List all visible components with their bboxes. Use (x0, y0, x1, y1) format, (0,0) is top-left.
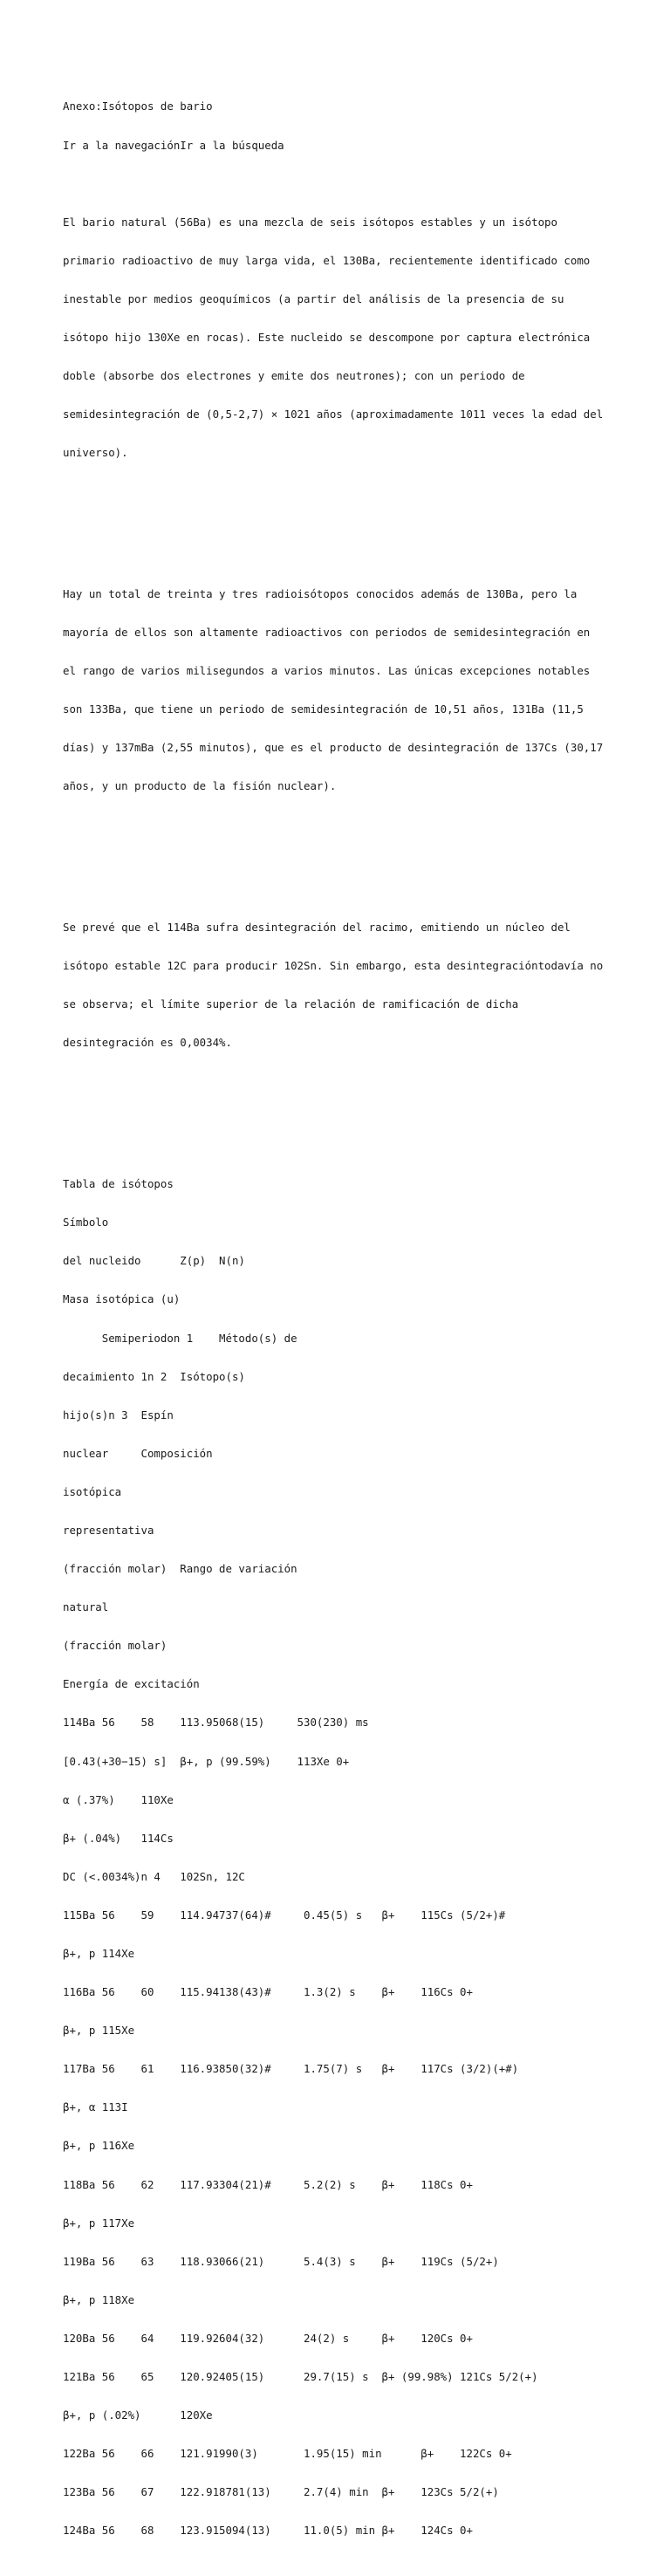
table-row: β+, p 116Xe (63, 2139, 135, 2153)
paragraph-line: primario radioactivo de muy larga vida, el 130Ba, recientemente identificado como (63, 253, 591, 267)
document-body (63, 75, 621, 2576)
table-row: β+, p 118Xe (63, 2292, 135, 2306)
table-header-line: (fracción molar) Rango de variación (63, 1562, 297, 1576)
paragraph-line: isótopo estable 12C para producir 102Sn. Sin embargo, esta desintegracióntodavía no (63, 959, 604, 973)
table-caption: Tabla de isótopos (63, 1177, 174, 1191)
table-header-line: Semiperiodon 1 Método(s) de (63, 1331, 297, 1345)
table-header-line: del nucleido Z(p) N(n) (63, 1254, 245, 1268)
table-header-line: nuclear Composición (63, 1446, 213, 1460)
paragraph-line: Hay un total de treinta y tres radioisótopos conocidos además de 130Ba, pero la (63, 586, 578, 600)
table-header-line: natural (63, 1600, 109, 1614)
isotope-table (63, 1153, 621, 2564)
paragraph-line: mayoría de ellos son altamente radioactivos con periodos de semidesintegración en (63, 626, 591, 640)
table-row: β+, p 117Xe (63, 2216, 135, 2230)
paragraph-spacer (63, 845, 621, 858)
table-row: β+ (.04%) 114Cs (63, 1831, 174, 1845)
table-row: DC (<.0034%)n 4 102Sn, 12C (63, 1869, 245, 1883)
table-row: 114Ba 56 58 113.95068(15) 530(230) ms (63, 1716, 369, 1730)
paragraph-line: desintegración es 0,0034%. (63, 1036, 232, 1050)
page-title: Anexo:Isótopos de bario (63, 99, 213, 113)
table-row: α (.37%) 110Xe (63, 1792, 174, 1806)
table-row: β+, α 113I (63, 2100, 128, 2114)
navigation-links[interactable]: Ir a la navegaciónIr a la búsqueda (63, 138, 284, 152)
paragraph-line: El bario natural (56Ba) es una mezcla de seis isótopos estables y un isótopo (63, 215, 557, 229)
paragraph-spacer (63, 511, 621, 524)
table-header-line: hijo(s)n 3 Espín (63, 1408, 174, 1422)
paragraph-line: inestable por medios geoquímicos (a partir del análisis de la presencia de su (63, 291, 564, 305)
table-row: 119Ba 56 63 118.93066(21) 5.4(3) s β+ 119Cs (5/2+) (63, 2254, 499, 2268)
table-row: 117Ba 56 61 116.93850(32)# 1.75(7) s β+ 117Cs (3/2)(+#) (63, 2062, 519, 2076)
paragraph-line: días) y 137mBa (2,55 minutos), que es el producto de desintegración de 137Cs (30,17 (63, 741, 604, 755)
table-header-line: isotópica (63, 1484, 122, 1498)
paragraph-line: Se prevé que el 114Ba sufra desintegración del racimo, emitiendo un núcleo del (63, 921, 571, 935)
paragraph-line: doble (absorbe dos electrones y emite dos neutrones); con un periodo de (63, 369, 525, 383)
paragraph-line: se observa; el límite superior de la relación de ramificación de dicha (63, 997, 519, 1011)
paragraph-line: universo). (63, 446, 128, 460)
table-row: 118Ba 56 62 117.93304(21)# 5.2(2) s β+ 118Cs 0+ (63, 2177, 473, 2191)
paragraph-line: semidesintegración de (0,5-2,7) × 1021 años (aproximadamente 1011 veces la edad del (63, 408, 604, 421)
table-row: 116Ba 56 60 115.94138(43)# 1.3(2) s β+ 116Cs 0+ (63, 1985, 473, 1999)
paragraph-line: el rango de varios milisegundos a varios minutos. Las únicas excepciones notables (63, 664, 591, 678)
paragraph-spacer (63, 1101, 621, 1114)
table-row: [0.43(+30−15) s] β+, p (99.59%) 113Xe 0+ (63, 1754, 350, 1768)
table-row: 124Ba 56 68 123.915094(13) 11.0(5) min β+ 124Cs 0+ (63, 2524, 473, 2538)
table-row: 122Ba 56 66 121.91990(3) 1.95(15) min β+ 122Cs 0+ (63, 2447, 512, 2461)
intro-paragraph (63, 190, 621, 485)
table-row: β+, p 115Xe (63, 2024, 135, 2038)
cluster-decay-paragraph (63, 896, 621, 1076)
table-header-line: decaimiento 1n 2 Isótopo(s) (63, 1369, 245, 1383)
paragraph-line: isótopo hijo 130Xe en rocas). Este nucleido se descompone por captura electrónica (63, 330, 591, 344)
table-row: β+, p 114Xe (63, 1947, 135, 1960)
paragraph-line: son 133Ba, que tiene un periodo de semidesintegración de 10,51 años, 131Ba (11,5 (63, 702, 584, 716)
table-row: 123Ba 56 67 122.918781(13) 2.7(4) min β+ 123Cs 5/2(+) (63, 2485, 499, 2499)
table-header-line: (fracción molar) (63, 1639, 168, 1653)
table-row: 120Ba 56 64 119.92604(32) 24(2) s β+ 120Cs 0+ (63, 2331, 473, 2345)
table-header-line: Energía de excitación (63, 1677, 200, 1691)
table-row: β+, p (.02%) 120Xe (63, 2408, 213, 2422)
table-header-line: Masa isotópica (u) (63, 1292, 181, 1306)
table-header-line: representativa (63, 1523, 154, 1537)
table-row: 121Ba 56 65 120.92405(15) 29.7(15) s β+ (99.98%) 121Cs 5/2(+) (63, 2370, 538, 2384)
table-header-line: Símbolo (63, 1216, 109, 1230)
paragraph-line: años, y un producto de la fisión nuclear). (63, 779, 337, 793)
table-row: 115Ba 56 59 114.94737(64)# 0.45(5) s β+ 115Cs (5/2+)# (63, 1908, 506, 1922)
radioisotopes-paragraph (63, 563, 621, 819)
